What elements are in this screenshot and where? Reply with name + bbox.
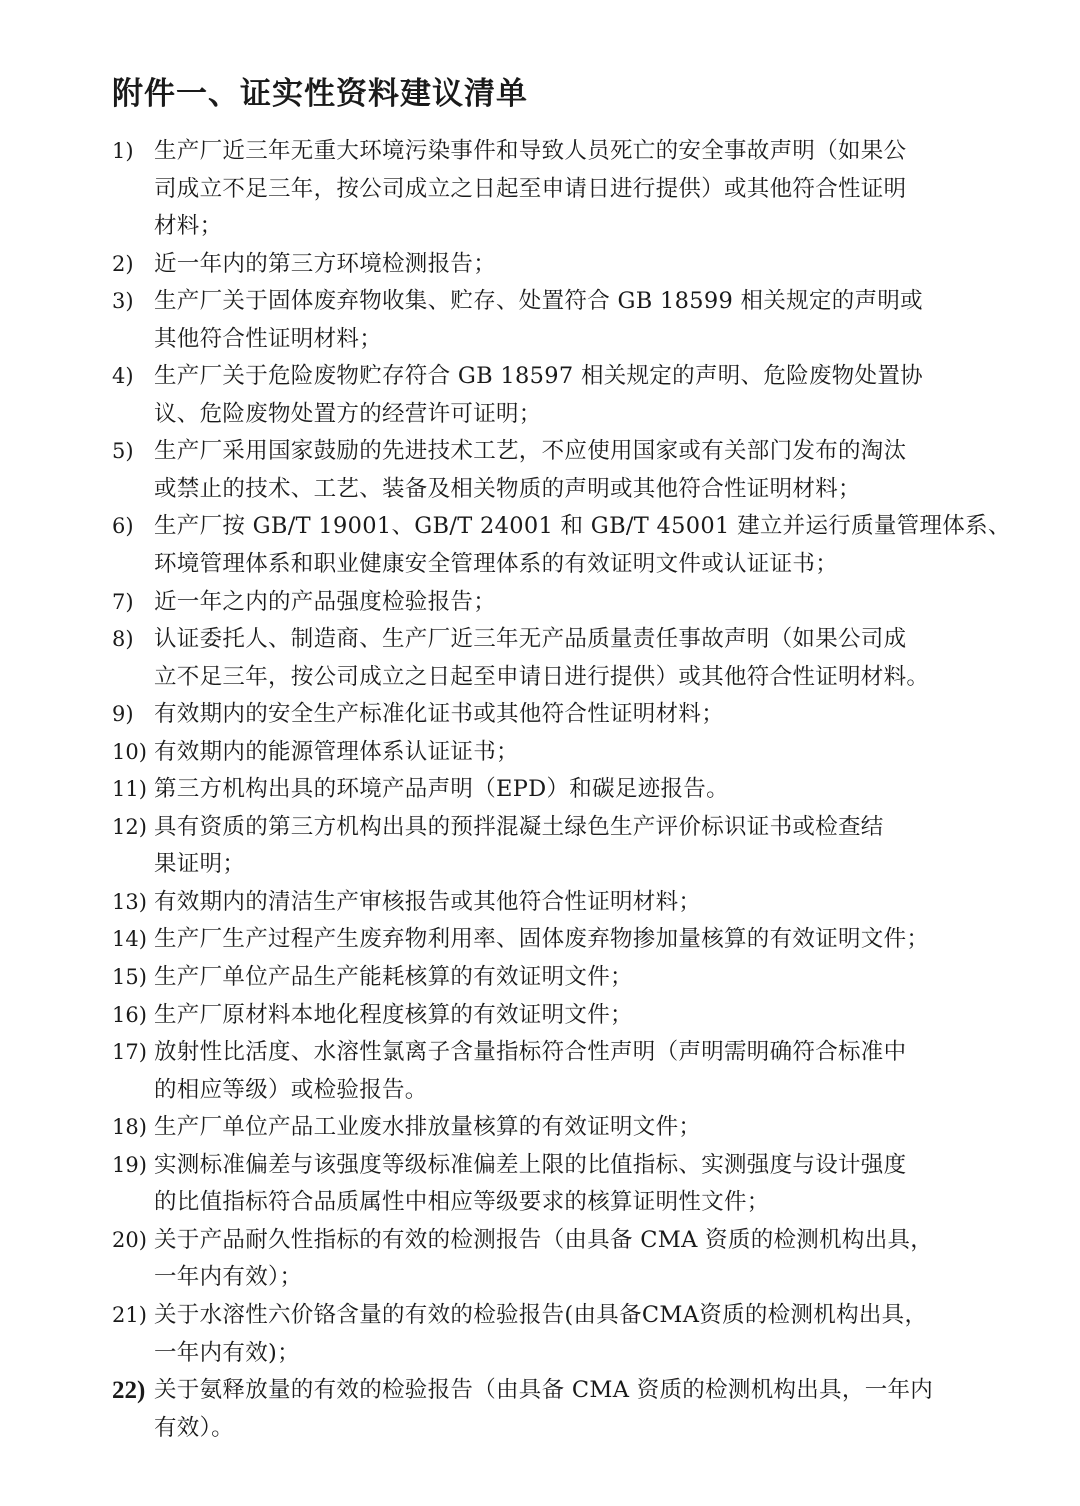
list-item xyxy=(112,1147,972,1222)
item-number: 5) xyxy=(112,439,134,464)
page-title: 附件一、证实性资料建议清单 xyxy=(112,76,528,112)
item-text-line: 立不足三年，按公司成立之日起至申请日进行提供）或其他符合性证明材料。 xyxy=(154,663,930,690)
list-item xyxy=(112,921,972,959)
item-text-line: 具有资质的第三方机构出具的预拌混凝土绿色生产评价标识证书或检查结 xyxy=(154,813,884,840)
item-number: 15) xyxy=(112,965,147,990)
item-text-line: 生产厂关于危险废物贮存符合 GB 18597 相关规定的声明、危险废物处置协 xyxy=(154,363,923,390)
list-item xyxy=(112,508,1011,583)
item-number: 10) xyxy=(112,739,147,764)
item-number: 3) xyxy=(112,289,134,314)
item-number: 8) xyxy=(112,627,134,652)
list-item xyxy=(112,1222,972,1297)
item-number: 7) xyxy=(112,589,134,614)
list-item xyxy=(112,358,972,433)
item-text-line: 第三方机构出具的环境产品声明（EPD）和碳足迹报告。 xyxy=(154,776,729,803)
list-item xyxy=(112,133,972,246)
list-item xyxy=(112,734,972,772)
item-text-line: 其他符合性证明材料； xyxy=(154,325,383,352)
list-item xyxy=(112,696,972,734)
item-number: 9) xyxy=(112,702,134,727)
item-text-line: 关于氨释放量的有效的检验报告（由具备 CMA 资质的检测机构出具，一年内 xyxy=(154,1377,934,1404)
item-number: 22) xyxy=(112,1377,146,1405)
item-number: 6) xyxy=(112,514,134,539)
item-number: 11) xyxy=(112,777,147,802)
item-number: 2) xyxy=(112,251,134,276)
item-text-line: 认证委托人、制造商、生产厂近三年无产品质量责任事故声明（如果公司成 xyxy=(154,626,907,653)
item-text-line: 生产厂按 GB/T 19001、GB/T 24001 和 GB/T 45001 建立并运行质量管理体系、 xyxy=(154,513,1011,540)
list-item xyxy=(112,1372,972,1447)
item-text-line: 的相应等级）或检验报告。 xyxy=(154,1076,428,1103)
item-text-line: 有效期内的清洁生产审核报告或其他符合性证明材料； xyxy=(154,888,702,915)
list-item xyxy=(112,959,972,997)
item-number: 18) xyxy=(112,1115,147,1140)
item-text-line: 有效）。 xyxy=(154,1414,234,1441)
item-text-line: 或禁止的技术、工艺、装备及相关物质的声明或其他符合性证明材料； xyxy=(154,475,861,502)
item-number: 14) xyxy=(112,927,147,952)
list-item xyxy=(112,621,972,696)
list-item xyxy=(112,283,972,358)
item-number: 19) xyxy=(112,1152,147,1177)
item-text-line: 实测标准偏差与该强度等级标准偏差上限的比值指标、实测强度与设计强度 xyxy=(154,1151,907,1178)
item-text-line: 生产厂采用国家鼓励的先进技术工艺，不应使用国家或有关部门发布的淘汰 xyxy=(154,438,907,465)
item-text-line: 环境管理体系和职业健康安全管理体系的有效证明文件或认证证书； xyxy=(154,551,839,578)
list-item xyxy=(112,1297,972,1372)
list-item xyxy=(112,1034,972,1109)
list-item xyxy=(112,884,972,922)
item-text-line: 生产厂原材料本地化程度核算的有效证明文件； xyxy=(154,1001,633,1028)
item-text-line: 司成立不足三年，按公司成立之日起至申请日进行提供）或其他符合性证明 xyxy=(154,175,907,202)
item-number: 13) xyxy=(112,889,147,914)
document-list xyxy=(112,133,1011,1447)
item-text-line: 放射性比活度、水溶性氯离子含量指标符合性声明（声明需明确符合标准中 xyxy=(154,1039,907,1066)
item-number: 12) xyxy=(112,814,147,839)
item-text-line: 果证明； xyxy=(154,851,246,878)
item-number: 1) xyxy=(112,139,134,163)
item-number: 20) xyxy=(112,1227,147,1252)
item-text-line: 一年内有效）； xyxy=(154,1264,303,1291)
item-text-line: 生产厂生产过程产生废弃物利用率、固体废弃物掺加量核算的有效证明文件； xyxy=(154,926,930,953)
item-number: 4) xyxy=(112,364,134,389)
list-item xyxy=(112,584,972,622)
item-text-line: 近一年内的第三方环境检测报告； xyxy=(154,250,497,277)
item-text-line: 关于产品耐久性指标的有效的检测报告（由具备 CMA 资质的检测机构出具， xyxy=(154,1226,934,1253)
item-text-line: 生产厂近三年无重大环境污染事件和导致人员死亡的安全事故声明（如果公 xyxy=(154,138,907,164)
list-item xyxy=(112,246,972,284)
item-text-line: 有效期内的安全生产标准化证书或其他符合性证明材料； xyxy=(154,701,725,728)
item-number: 17) xyxy=(112,1040,147,1065)
item-text-line: 关于水溶性六价铬含量的有效的检验报告(由具备CMA资质的检测机构出具， xyxy=(154,1301,928,1328)
item-text-line: 的比值指标符合品质属性中相应等级要求的核算证明性文件； xyxy=(154,1189,770,1216)
item-number: 21) xyxy=(112,1302,147,1327)
item-text-line: 生产厂单位产品工业废水排放量核算的有效证明文件； xyxy=(154,1114,702,1141)
item-text-line: 一年内有效)； xyxy=(154,1339,300,1366)
list-item xyxy=(112,809,972,884)
item-text-line: 生产厂单位产品生产能耗核算的有效证明文件； xyxy=(154,964,633,991)
list-item xyxy=(112,771,972,809)
list-item xyxy=(112,997,972,1035)
item-number: 16) xyxy=(112,1002,147,1027)
list-item xyxy=(112,1109,972,1147)
item-text-line: 生产厂关于固体废弃物收集、贮存、处置符合 GB 18599 相关规定的声明或 xyxy=(154,288,923,315)
item-text-line: 有效期内的能源管理体系认证证书； xyxy=(154,738,519,765)
item-text-line: 材料； xyxy=(154,213,223,240)
item-text-line: 近一年之内的产品强度检验报告； xyxy=(154,588,497,615)
list-item xyxy=(112,433,972,508)
item-text-line: 议、危险废物处置方的经营许可证明； xyxy=(154,400,542,427)
